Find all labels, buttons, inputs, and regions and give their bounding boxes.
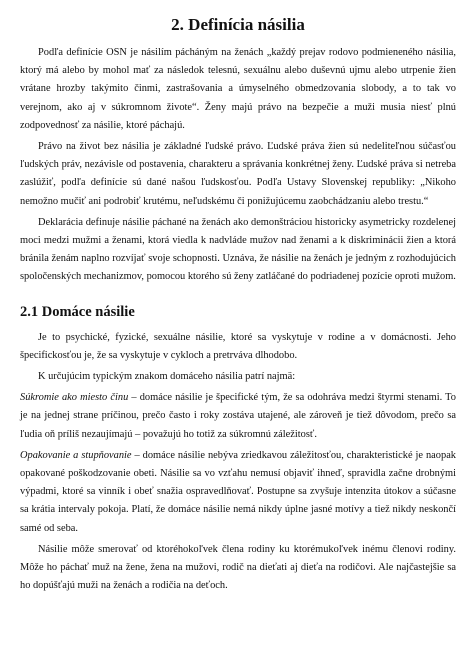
paragraph-domestic-intro: Je to psychické, fyzické, sexuálne násilie, ktoré sa vyskytuje v rodine a v domácnosti. Jeho špecifickosťou je, že sa vyskytuje v cykloch a pretrváva dlhodobo. [20, 331, 456, 361]
term-repetition: Opakovanie a stupňovanie [20, 449, 132, 461]
page-title: 2. Definícia násilia [171, 15, 305, 34]
paragraph-repetition [20, 447, 456, 538]
text-repetition: – domáce násilie nebýva zriedkavou záležitosťou, charakteristické je naopak opakované poškodzovanie obeti. Násilie sa vo vzťahu nemusí objaviť ihneď, spravidla začne drobnými výpadmi, ktoré sa vinník i obeť snažia ospravedlňovať. Postupne sa zvyšuje intenzita útokov a súčasne sa krátia intervaly pokoja. Platí, že domáce násilie nemá nikdy úplne jasné motívy a tiež nikdy neskončí samé od seba. [20, 449, 456, 534]
term-privacy: Súkromie ako miesto činu [20, 392, 129, 404]
paragraph-declaration: Deklarácia definuje násilie páchané na ženách ako demonštráciou historicky asymetricky rozdelenej moci medzi mužmi a ženami, ktorá viedla k nadvláde mužov nad ženami a k diskriminácii žien a ktorá bránila ženám naplno rozvíjať svoje schopnosti. Uznáva, že násilie na ženách je jedným z rozhodujúcich spoločenských mechanizmov, pomocou ktorého sú ženy zatláčané do podriadenej pozície oproti mužom. [20, 216, 456, 283]
paragraph-privacy [20, 389, 456, 444]
paragraph-family-members: Násilie môže smerovať od ktoréhokoľvek člena rodiny ku ktorémukoľvek inému členovi rodiny. Môže ho páchať muž na žene, žena na mužovi, rodič na dieťati aj dieťa na rodičovi. Ale najčastejšie sa ho dopúšťajú muži na ženách a rodičia na deťoch. [20, 543, 456, 592]
section-heading: 2.1 Domáce násilie [20, 303, 135, 320]
paragraph-definition: Podľa definície OSN je násilím pácháným na ženách „každý prejav rodovo podmieneného násilia, ktorý má alebo by mohol mať za následok telesnú, sexuálnu alebo duševnú ujmu alebo utrpenie žien vrátane hrozby takýmito činmi, zastrašovania a úmyselného obmedzovania slobody, a to tak vo verejnom, ako aj v súkromnom živote“. Ženy majú právo na bezpečie a muži musia niesť plnú zodpovednosť za násilie, ktoré páchajú. [20, 47, 456, 131]
text-privacy: – domáce násilie je špecifické tým, že sa odohráva medzi štyrmi stenami. To je na jednej strane príčinou, prečo často i roky zostáva utajené, ale zároveň je tiež dôvodom, prečo sa ľudia oň príliš nezaujímajú – považujú ho totiž za súkromnú záležitosť. [20, 392, 457, 440]
paragraph-typical-signs: K určujúcim typickým znakom domáceho násilia patrí najmä: [38, 371, 296, 383]
paragraph-human-rights: Právo na život bez násilia je základné ľudské právo. Ľudské práva žien sú nedeliteľnou súčasťou ľudských práv, nezávisle od postavenia, charakteru a správania konkrétnej ženy. Ľudské práva si netreba zaslúžiť, podľa definície sú dané našou ľudskosťou. Podľa Ustavy Slovenskej republiky: „Nikoho nemožno mučiť ani podrobiť krutému, neľudskému či ponižujúcemu zaobchádzaniu alebo trestu.“ [20, 141, 456, 207]
